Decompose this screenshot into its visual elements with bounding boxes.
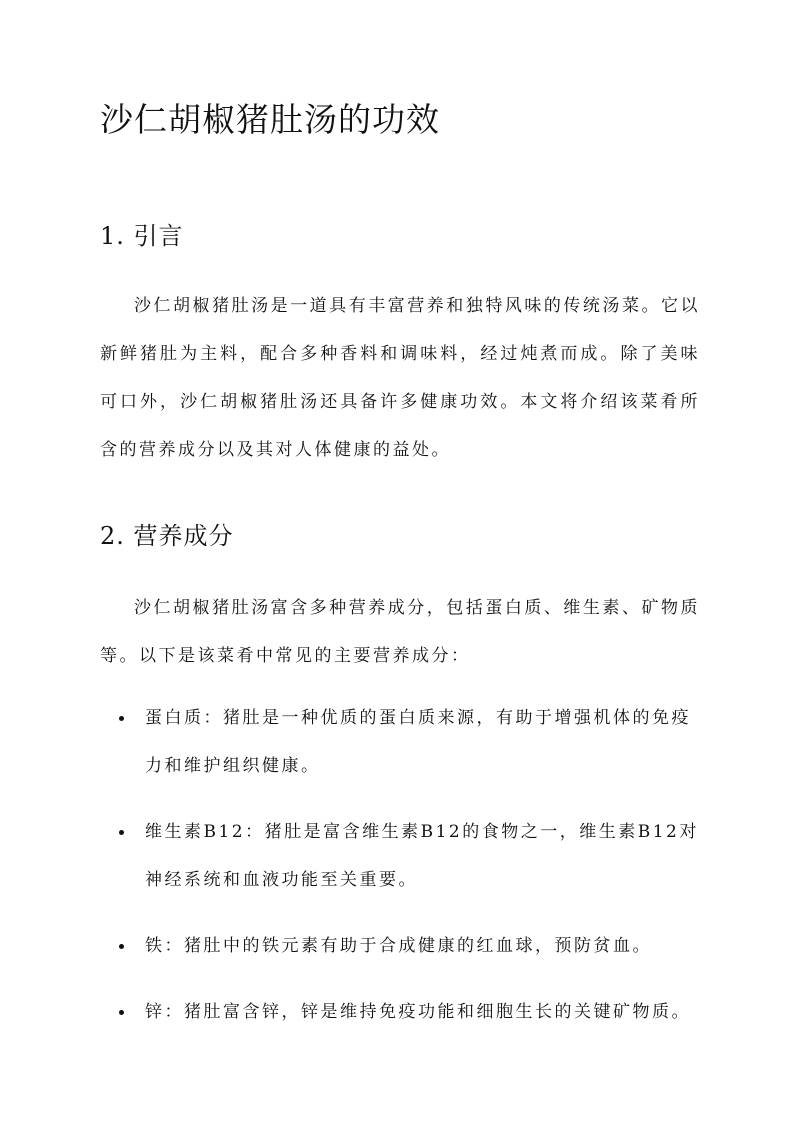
list-item-protein	[100, 694, 700, 790]
list-item-text: 维生素B12：猪肚是富含维生素B12的食物之一，维生素B12对神经系统和血液功能至关重要。	[145, 822, 699, 890]
section-heading-introduction: 1. 引言	[100, 222, 184, 250]
bullet-icon	[119, 830, 124, 835]
bullet-icon	[119, 1010, 124, 1015]
list-item-iron	[100, 922, 700, 970]
nutrient-list	[100, 694, 700, 1036]
list-item-text: 铁：猪肚中的铁元素有助于合成健康的红血球，预防贫血。	[145, 936, 652, 956]
list-item-zinc	[100, 988, 700, 1036]
bullet-icon	[119, 944, 124, 949]
list-item-text: 锌：猪肚富含锌，锌是维持免疫功能和细胞生长的关键矿物质。	[145, 1002, 691, 1022]
section-heading-nutrition: 2. 营养成分	[100, 522, 234, 550]
nutrition-paragraph: 沙仁胡椒猪肚汤富含多种营养成分，包括蛋白质、维生素、矿物质等。以下是该菜肴中常见的主要营养成分：	[100, 598, 700, 666]
list-item-text: 蛋白质：猪肚是一种优质的蛋白质来源，有助于增强机体的免疫力和维护组织健康。	[145, 708, 691, 776]
introduction-paragraph: 沙仁胡椒猪肚汤是一道具有丰富营养和独特风味的传统汤菜。它以新鲜猪肚为主料，配合多种香料和调味料，经过炖煮而成。除了美味可口外，沙仁胡椒猪肚汤还具备许多健康功效。本文将介绍该菜肴所含的营养成分以及其对人体健康的益处。	[100, 296, 700, 460]
document-title: 沙仁胡椒猪肚汤的功效	[100, 100, 440, 139]
list-item-vitamin-b12	[100, 808, 700, 904]
bullet-icon	[119, 716, 124, 721]
